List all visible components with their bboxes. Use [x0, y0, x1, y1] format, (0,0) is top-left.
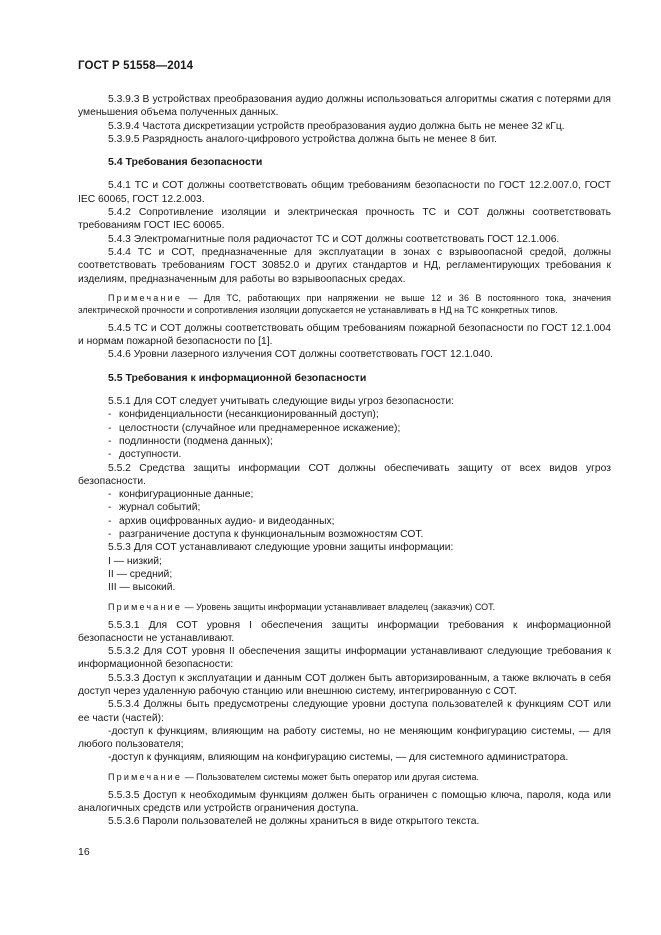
paragraph-5-5-3-3: 5.5.3.3 Доступ к эксплуатации и данным СОТ должен быть авторизированным, а также включать в себя доступ через удаленную рабочую станцию или внешнюю систему, интегрированную с СОТ. — [78, 672, 611, 697]
protection-level: I — низкий; — [108, 555, 162, 567]
note-label: Примечание — [108, 771, 183, 782]
paragraph-5-5-3-1: 5.5.3.1 Для СОТ уровня I обеспечения защиты информации требования к информационной безопасности не устанавливают. — [78, 619, 611, 644]
standard-header: ГОСТ Р 51558—2014 — [78, 60, 194, 72]
note-protection-owner — [78, 601, 611, 613]
section-heading-5-4: 5.4 Требования безопасности — [108, 156, 263, 169]
paragraph-5-4-1: 5.4.1 ТС и СОТ должны соответствовать общим требованиям безопасности по ГОСТ 12.2.007.0, ГОСТ IEC 60065, ГОСТ 12.2.003. — [78, 180, 611, 205]
paragraph-5-3-9-5: 5.3.9.5 Разрядность аналого-цифрового устройства должна быть не менее 8 бит. — [108, 133, 497, 145]
paragraph-5-4-6: 5.4.6 Уровни лазерного излучения СОТ должны соответствовать ГОСТ 12.1.040. — [108, 349, 493, 361]
paragraph-5-5-3: 5.5.3 Для СОТ устанавливают следующие уровни защиты информации: — [108, 542, 454, 554]
list-item: - журнал событий; — [108, 502, 201, 514]
note-voltage — [78, 292, 611, 316]
paragraph-5-5-3-5: 5.5.3.5 Доступ к необходимым функциям должен быть ограничен с помощью ключа, пароля, кода или аналогичных средств или устройств ограничения доступа. — [78, 789, 611, 815]
paragraph-5-5-2: 5.5.2 Средства защиты информации СОТ должны обеспечивать защиту от всех видов угроз безопасности. — [78, 462, 611, 487]
list-item: - доступности. — [108, 449, 182, 461]
paragraph-5-5-3-6: 5.5.3.6 Пароли пользователей не должны храниться в виде открытого текста. — [108, 816, 480, 828]
list-item: - конфигурационные данные; — [108, 489, 254, 501]
paragraph-5-3-9-4: 5.3.9.4 Частота дискретизации устройств преобразования аудио должна быть не менее 32 кГц. — [108, 120, 565, 132]
note-label: Примечание — [108, 292, 183, 303]
paragraph-5-4-5: 5.4.5 ТС и СОТ должны соответствовать общим требованиям пожарной безопасности по ГОСТ 12.1.004 и нормам пожарной безопасности по [1]. — [78, 322, 611, 348]
paragraph-5-4-3: 5.4.3 Электромагнитные поля радиочастот ТС и СОТ должны соответствовать ГОСТ 12.1.006. — [108, 233, 560, 245]
paragraph-5-5-1: 5.5.1 Для СОТ следует учитывать следующие виды угроз безопасности: — [108, 396, 455, 408]
list-item: -доступ к функциям, влияющим на работу системы, но не меняющим конфигурацию системы, — для любого пользователя; — [78, 725, 611, 751]
protection-level: III — высокий. — [108, 582, 176, 594]
note-text: — Пользователем системы может быть оператор или другая система. — [182, 771, 479, 782]
paragraph-5-4-4: 5.4.4 ТС и СОТ, предназначенные для эксплуатации в зонах с взрывоопасной средой, должны соответствовать требованиям ГОСТ 30852.0 и других стандартов и НД, регламентирующих требования к изделиям, предназначенным для работы во взрывоопасных средах. — [78, 246, 611, 285]
note-label: Примечание — [108, 601, 183, 612]
page-number: 16 — [78, 846, 90, 858]
paragraph-5-3-9-3: 5.3.9.3 В устройствах преобразования аудио должны использоваться алгоритмы сжатия с потерями для уменьшения объема полученных данных. — [78, 94, 611, 119]
note-text: — Уровень защиты информации устанавливает владелец (заказчик) СОТ. — [182, 601, 496, 612]
list-item: - подлинности (подмена данных); — [108, 435, 273, 447]
paragraph-5-5-3-4: 5.5.3.4 Должны быть предусмотрены следующие уровни доступа пользователей к функциям СОТ или ее части (частей): — [78, 699, 611, 724]
list-item: - целостности (случайное или преднамеренное искажение); — [108, 422, 401, 434]
paragraph-5-4-2: 5.4.2 Сопротивление изоляции и электрическая прочность ТС и СОТ должны соответствовать требованиям ГОСТ IEC 60065. — [78, 207, 611, 232]
document-body — [78, 93, 611, 829]
note-user-definition — [78, 771, 611, 783]
paragraph-5-5-3-2: 5.5.3.2 Для СОТ уровня II обеспечения защиты информации устанавливают следующие требования к информационной безопасности: — [78, 646, 611, 671]
note-text: — Для ТС, работающих при напряжении не выше 12 и 36 В постоянного тока, значения электрической прочности и сопротивления изоляции допускается не устанавливать в НД на ТС конкретных типов. — [78, 292, 611, 315]
list-item: - конфиденциальности (несанкционированный доступ); — [108, 409, 379, 421]
list-item: - архив оцифрованных аудио- и видеоданных; — [108, 515, 335, 527]
section-heading-5-5: 5.5 Требования к информационной безопасности — [108, 371, 367, 384]
protection-level: II — средний; — [108, 568, 173, 580]
list-item: - разграничение доступа к функциональным возможностям СОТ. — [108, 529, 424, 541]
list-item: -доступ к функциям, влияющим на конфигурацию системы, — для системного администратора. — [108, 752, 569, 764]
